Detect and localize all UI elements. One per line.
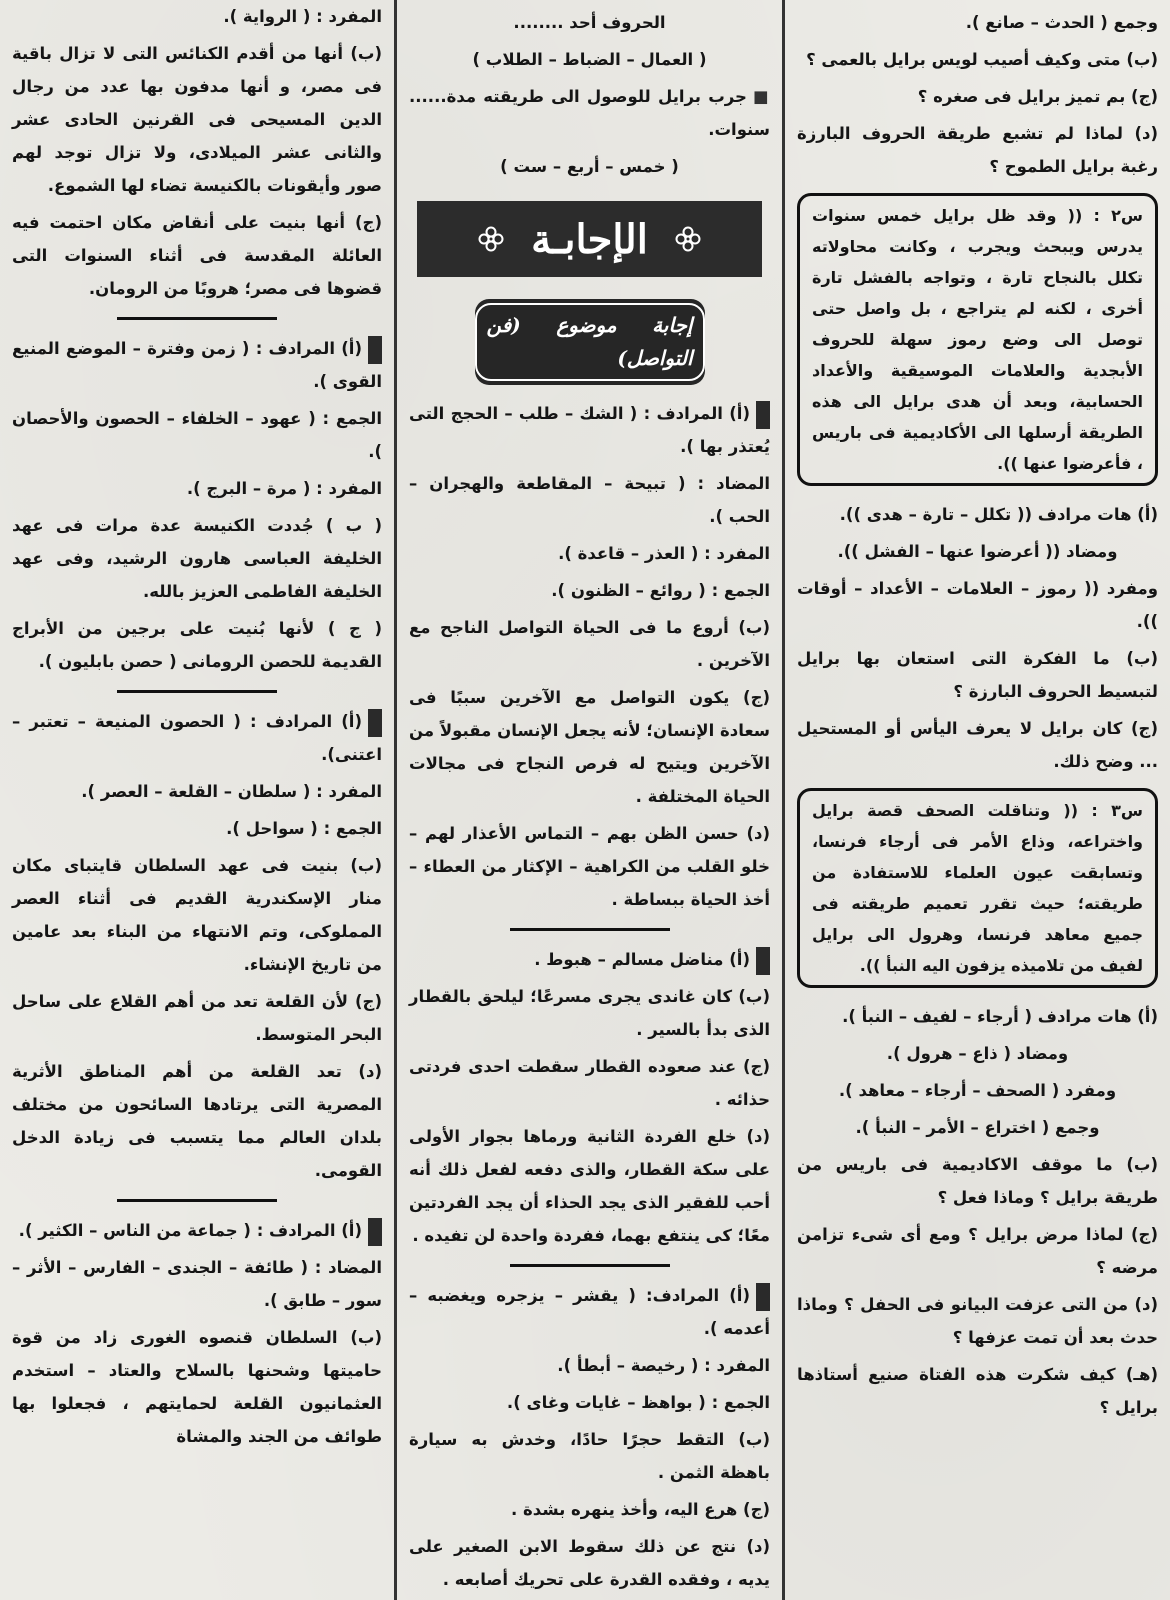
left-a4-synonym-text: (أ) المرادف : ( جماعة من الناس – الكثير ). <box>18 1221 362 1240</box>
question-b: (ب) متى وكيف أصيب لويس برايل بالعمى ؟ <box>806 50 1158 69</box>
left-c1: (ج) أنها بنيت على أنقاض مكان احتمت فيه العائلة المقدسة فى أثناء السنوات التى قضوها فى مصر؛ هروبًا من الرومان. <box>12 213 382 298</box>
left-a2-singular: المفرد : ( مرة – البرج ). <box>186 479 382 498</box>
q2-c: (ج) كان برايل لا يعرف اليأس أو المستحيل ... وضح ذلك. <box>797 719 1158 771</box>
q2-synonym: (أ) هات مرادف (( تكلل – تارة – هدى )). <box>839 505 1158 524</box>
q3-b: (ب) ما موقف الاكاديمية فى باريس من طريقة برايل ؟ وماذا فعل ؟ <box>797 1155 1158 1207</box>
left-b3: (ب) بنيت فى عهد السلطان قايتباى مكان منار الإسكندرية القديم فى أثناء العصر المملوكى، وتم الانتهاء من البناء بعد عامين من تاريخ الإنشاء. <box>12 856 382 974</box>
left-a4-opposite: المضاد : ( طائفة – الجندى – الفارس – الأثر – سور – طابق ). <box>12 1258 382 1310</box>
q3-c: (ج) لماذا مرض برايل ؟ ومع أى شىء تزامن مرضه ؟ <box>797 1225 1158 1277</box>
q3-d: (د) من التى عزفت البيانو فى الحفل ؟ وماذا حدث بعد أن تمت عزفها ؟ <box>797 1295 1158 1347</box>
passage-box-2 <box>797 193 1158 486</box>
left-a3-plural: الجمع : ( سواحل ). <box>226 819 382 838</box>
a3-c: (ج) هرع اليه، وأخذ ينهره بشدة . <box>511 1500 770 1519</box>
section-marker <box>756 1283 770 1311</box>
q2-b: (ب) ما الفكرة التى استعان بها برايل لتبسيط الحروف البارزة ؟ <box>797 649 1158 701</box>
passage-3-text: س٣ : (( وتناقلت الصحف قصة برايل واختراعه، وذاع الأمر فى أرجاء فرنسا، وتسابقت عيون العلماء للاستفادة من طريقته؛ حيث تقرر تعميم طريقته فى جميع معاهد فرنسا، وهرول الى برايل لفيف من تلاميذه يزفون اليه النبأ )). <box>812 801 1143 975</box>
question-c: (ج) بم تميز برايل فى صغره ؟ <box>917 87 1158 106</box>
options-line-2: ( خمس – أربع – ست ) <box>500 157 679 176</box>
topic-title: إجابة موضوع (فن التواصل) <box>475 303 705 381</box>
left-d3: (د) تعد القلعة من أهم المناطق الأثرية المصرية التى يرتادها السائحون من مختلف بلدان العالم مما يتسبب فى زيادة الدخل القومى. <box>12 1062 382 1180</box>
divider <box>510 1264 670 1267</box>
left-a3-synonym-text: (أ) المرادف : ( الحصون المنيعة – تعتبر – اعتنى). <box>12 712 382 764</box>
passage-box-3 <box>797 788 1158 988</box>
a1-c: (ج) يكون التواصل مع الآخرين سببًا فى سعادة الإنسان؛ لأنه يجعل الإنسان مقبولاً من الآخرين ويتيح له فرص النجاح فى مجالات الحياة المختلفة . <box>409 688 770 806</box>
a2-d: (د) خلع الفردة الثانية ورماها بجوار الأولى على سكة القطار، والذى دفعه لفعل ذلك أنه أحب للفقير الذى يجد الحذاء أن يجد الفردتين معًا؛ كى ينتفع بهما، ففردة واحدة لن تفيده . <box>409 1127 770 1245</box>
left-c3: (ج) لأن القلعة تعد من أهم القلاع على ساحل البحر المتوسط. <box>12 992 382 1044</box>
divider <box>510 928 670 931</box>
question-years-text: جرب برايل للوصول الى طريقته مدة...... سنوات. <box>409 87 770 139</box>
a2-a-text: (أ) مناضل مسالم – هبوط . <box>534 950 750 969</box>
a1-b: (ب) أروع ما فى الحياة التواصل الناجح مع الآخرين . <box>409 618 770 670</box>
right-column <box>782 0 1170 1600</box>
a1-singular: المفرد : ( العذر – قاعدة ). <box>558 544 770 563</box>
left-b1: (ب) أنها من أقدم الكنائس التى لا تزال باقية فى مصر، و أنها مدفون بها عدد من رجال الدين المسيحى فى القرنين الحادى عشر والثانى عشر الميلادى، ولا تزال توجد لهم صور وأيقونات بالكنيسة تضاء لها الشموع. <box>12 44 382 195</box>
q3-singular: ومفرد ( الصحف – أرجاء – معاهد ). <box>838 1081 1117 1100</box>
a1-plural: الجمع : ( روائع – الظنون ). <box>551 581 770 600</box>
flower-icon <box>477 225 505 253</box>
flower-icon <box>674 225 702 253</box>
left-a3-synonym <box>12 705 382 771</box>
a2-a <box>409 943 770 976</box>
a1-opposite: المضاد : ( تبيحة – المقاطعة والهجران – الحب ). <box>409 474 770 526</box>
plural-line: وجمع ( الحدث – صانع ). <box>965 13 1158 32</box>
faded-top-line: الحروف أحد ........ <box>513 13 666 32</box>
q3-plural: وجمع ( اختراع – الأمر – النبأ ). <box>855 1118 1100 1137</box>
section-marker <box>368 709 382 737</box>
answer-title: الإجابـة <box>531 215 648 263</box>
left-column <box>0 0 394 1600</box>
q3-opposite: ومضاد ( ذاع – هرول ). <box>886 1044 1069 1063</box>
question-d: (د) لماذا لم تشبع طريقة الحروف البارزة رغبة برايل الطموح ؟ <box>797 124 1158 176</box>
a3-plural: الجمع : ( بواهظ – غايات وغاى ). <box>506 1393 770 1412</box>
left-b4: (ب) السلطان قنصوه الغورى زاد من قوة حاميتها وشحنها بالسلاح والعتاد – استخدم العثمانيون القلعة لحمايتهم ، فجعلوا بها طوائف من الجند والمشاة <box>12 1328 382 1446</box>
divider <box>117 317 277 320</box>
left-a2-plural: الجمع : ( عهود – الخلفاء – الحصون والأحصان ). <box>12 409 382 461</box>
middle-column <box>394 0 782 1600</box>
section-marker <box>756 401 770 429</box>
question-years <box>409 80 770 146</box>
section-marker <box>756 947 770 975</box>
a3-d: (د) نتج عن ذلك سقوط الابن الصغير على يديه ، وفقده القدرة على تحريك أصابعه . <box>409 1537 770 1589</box>
q2-singular: ومفرد (( رموز – العلامات – الأعداد – أوقات )). <box>797 579 1158 631</box>
left-b2: ( ب ) جُددت الكنيسة عدة مرات فى عهد الخليفة العباسى هارون الرشيد، وفى عهد الخليفة الفاطمى العزيز بالله. <box>12 516 382 601</box>
section-marker <box>368 336 382 364</box>
left-a2-synonym <box>12 332 382 398</box>
a3-synonym-text: (أ) المرادف: ( يقشر – يزجره ويغضبه – أعدمه ). <box>409 1286 770 1338</box>
a2-b: (ب) كان غاندى يجرى مسرعًا؛ ليلحق بالقطار الذى بدأ بالسير . <box>409 987 770 1039</box>
q3-synonym: (أ) هات مرادف ( أرجاء – لفيف – النبأ ). <box>842 1007 1158 1026</box>
left-top-line: المفرد : ( الرواية ). <box>223 7 382 26</box>
section-marker <box>368 1218 382 1246</box>
a1-d: (د) حسن الظن بهم – التماس الأعذار لهم – خلو القلب من الكراهية – الإكثار من العطاء – أخذ الحياة ببساطة . <box>409 824 770 909</box>
answer-banner <box>417 201 762 277</box>
options-line-1: ( العمال – الضباط – الطلاب ) <box>472 50 707 69</box>
passage-2-text: س٢ : (( وقد ظل برايل خمس سنوات يدرس ويبحث ويجرب ، وكانت محاولاته تكلل بالنجاح تارة ، وتواجه بالفشل تارة أخرى ، لكنه لم يتراجع ، بل واصل حتى توصل الى وضع رموز سهلة للحروف الأبجدية والعلامات الموسيقية والأعداد الحسابية، وبعد أن هدى برايل الى هذه الطريقة أرسلها الى الأكاديمية فى باريس ، فأعرضوا عنها )). <box>812 206 1143 473</box>
q3-h: (هـ) كيف شكرت هذه الفتاة صنيع أستاذها برايل ؟ <box>797 1365 1158 1417</box>
bullet-icon: ■ <box>752 87 771 106</box>
a1-synonym <box>409 397 770 463</box>
left-a4-synonym <box>12 1214 382 1247</box>
q2-opposite: ومضاد (( أعرضوا عنها – الفشل )). <box>837 542 1118 561</box>
divider <box>117 1199 277 1202</box>
a3-singular: المفرد : ( رخيصة – أبطأ ). <box>557 1356 770 1375</box>
a3-b: (ب) التقط حجرًا حادًا، وخدش به سيارة باهظة الثمن . <box>409 1430 770 1482</box>
left-a2-synonym-text: (أ) المرادف : ( زمن وفترة – الموضع المنيع القوى ). <box>12 339 382 391</box>
topic-title-pill <box>475 299 705 385</box>
left-a3-singular: المفرد : ( سلطان – القلعة – العصر ). <box>81 782 382 801</box>
a3-synonym <box>409 1279 770 1345</box>
left-c2: ( ج ) لأنها بُنيت على برجين من الأبراج القديمة للحصن الرومانى ( حصن بابليون ). <box>12 619 382 671</box>
divider <box>117 690 277 693</box>
a1-synonym-text: (أ) المرادف : ( الشك – طلب – الحجج التى يُعتذر بها ). <box>409 404 770 456</box>
a2-c: (ج) عند صعوده القطار سقطت احدى فردتى حذائه . <box>409 1057 770 1109</box>
